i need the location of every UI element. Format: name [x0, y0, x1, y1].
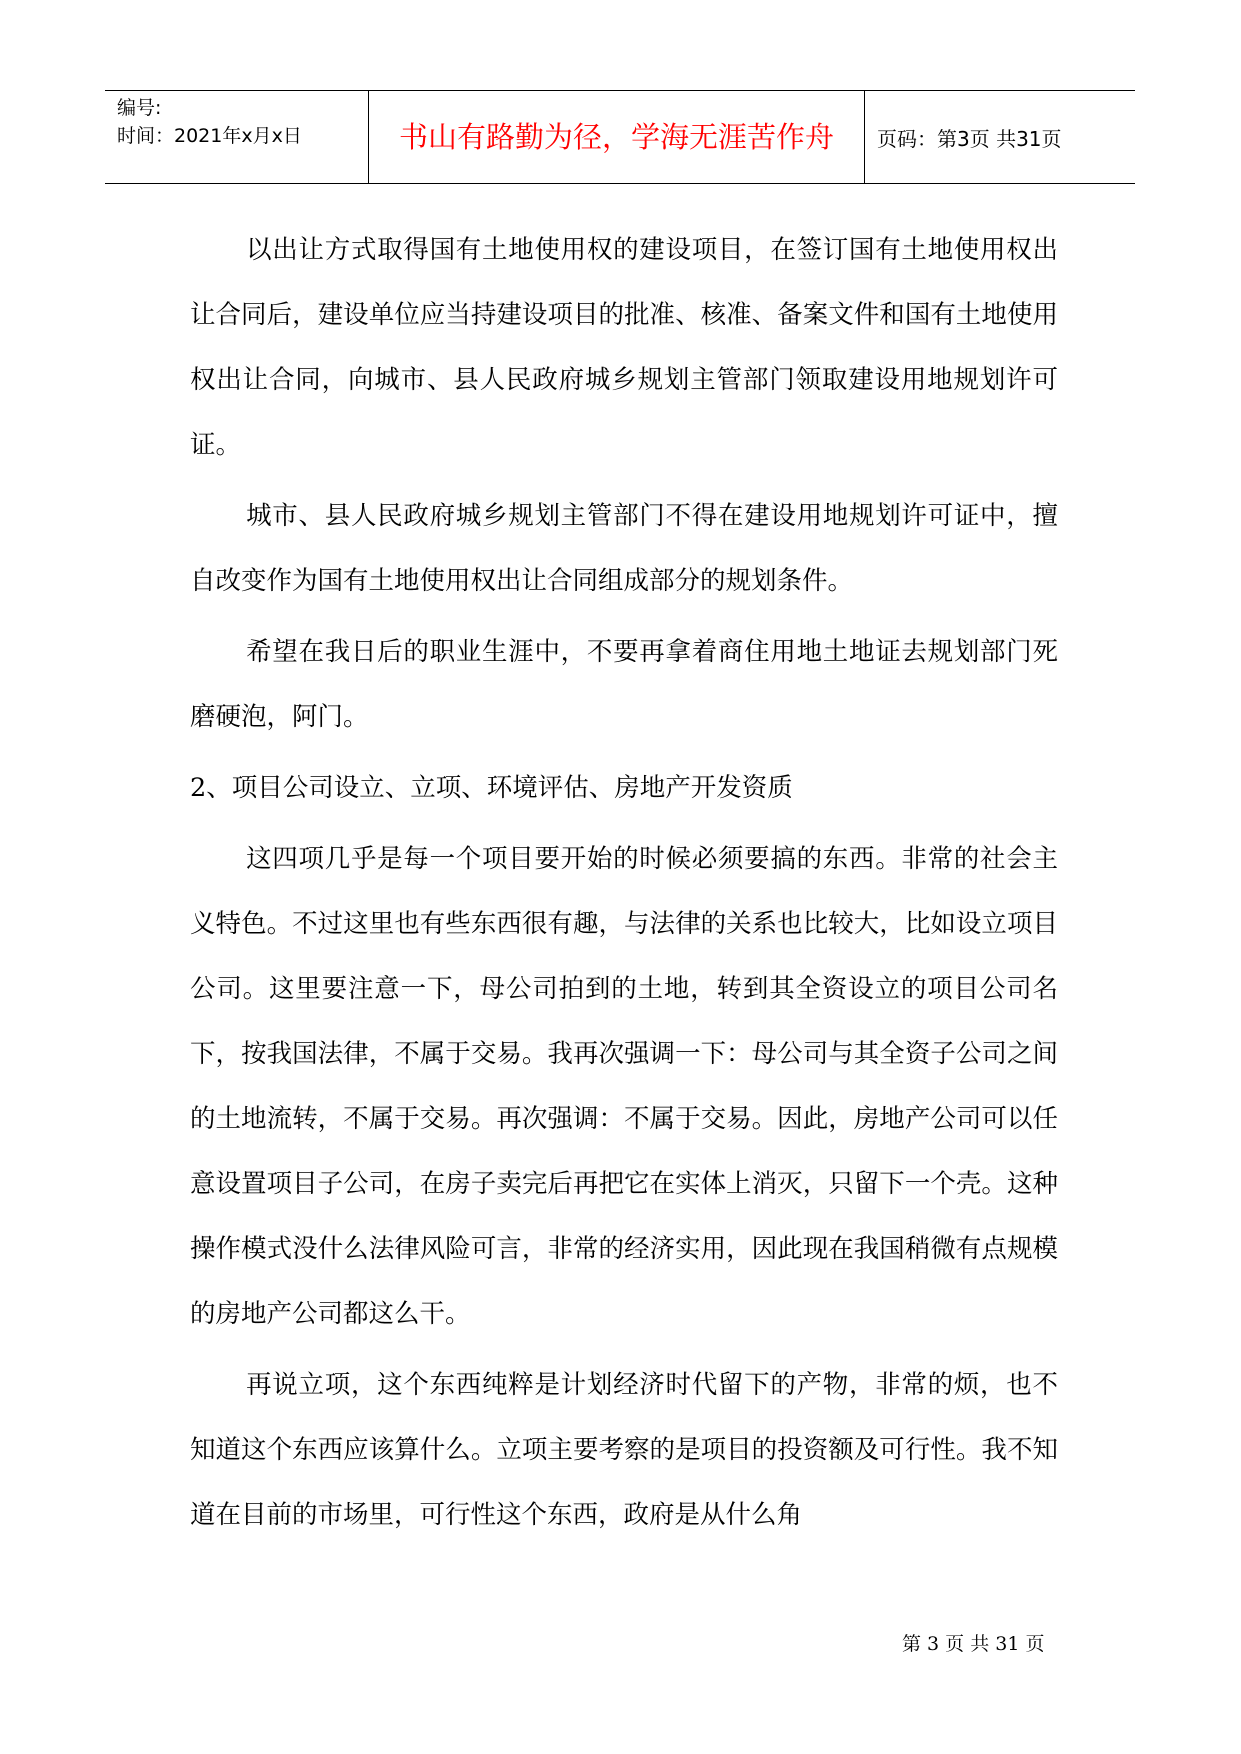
document-date-label: 时间：2021年x月x日: [117, 125, 302, 147]
header-meta-cell: [105, 91, 367, 183]
body-paragraph: 希望在我日后的职业生涯中，不要再拿着商住用地土地证去规划部门死磨硬泡，阿门。: [190, 637, 1058, 732]
header-motto: 书山有路勤为径，学海无涯苦作舟: [398, 120, 834, 154]
body-paragraph: 城市、县人民政府城乡规划主管部门不得在建设用地规划许可证中，擅自改变作为国有土地使用权出让合同组成部分的规划条件。: [190, 501, 1058, 596]
header-page-info: 页码：第3页 共31页: [877, 127, 1062, 151]
header-page-cell: [865, 91, 1135, 183]
page-header: [105, 90, 1135, 184]
header-motto-cell: [368, 91, 865, 183]
document-number-label: 编号:: [117, 97, 162, 119]
document-body: [190, 218, 1058, 1554]
body-paragraph: 以出让方式取得国有土地使用权的建设项目，在签订国有土地使用权出让合同后，建设单位应当持建设项目的批准、核准、备案文件和国有土地使用权出让合同，向城市、县人民政府城乡规划主管部门领取建设用地规划许可证。: [190, 235, 1058, 460]
body-paragraph: 再说立项，这个东西纯粹是计划经济时代留下的产物，非常的烦，也不知道这个东西应该算什么。立项主要考察的是项目的投资额及可行性。我不知道在目前的市场里，可行性这个东西，政府是从什么角: [190, 1370, 1058, 1530]
page-footer-number: 第 3 页 共 31 页: [902, 1633, 1045, 1655]
section-heading: 2、项目公司设立、立项、环境评估、房地产开发资质: [190, 773, 793, 803]
body-paragraph: 这四项几乎是每一个项目要开始的时候必须要搞的东西。非常的社会主义特色。不过这里也有些东西很有趣，与法律的关系也比较大，比如设立项目公司。这里要注意一下，母公司拍到的土地，转到其全资设立的项目公司名下，按我国法律，不属于交易。我再次强调一下：母公司与其全资子公司之间的土地流转，不属于交易。再次强调：不属于交易。因此，房地产公司可以任意设置项目子公司，在房子卖完后再把它在实体上消灭，只留下一个壳。这种操作模式没什么法律风险可言，非常的经济实用，因此现在我国稍微有点规模的房地产公司都这么干。: [190, 844, 1058, 1329]
